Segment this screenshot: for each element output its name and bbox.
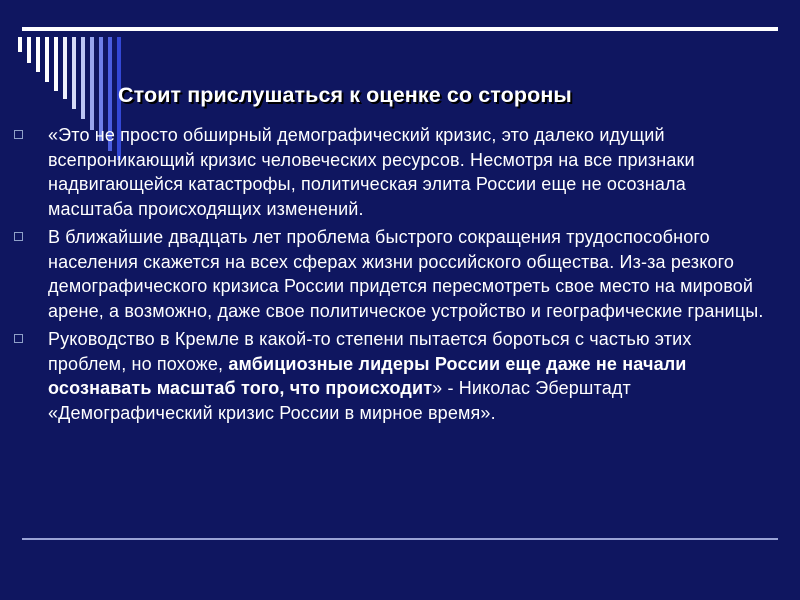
bullet-text: «Это не просто обширный демографический кризис, это далеко идущий всепроникающий кризис человеческих ресурсов. Несмотря на все признаки надвигающейся катастрофы, политическая элита России еще не осознала масштаба происходящих изменений. — [48, 125, 695, 219]
top-divider — [22, 27, 778, 31]
quote-text: Руководство в Кремле в какой-то степени пытается бороться с частью этих проблем, но похоже, — [48, 329, 692, 374]
hollow-square-icon — [14, 232, 23, 241]
bullet-list — [12, 123, 772, 429]
hollow-square-icon — [14, 130, 23, 139]
list-item — [12, 327, 772, 425]
quote-attribution: » - Николас Эберштадт «Демографический кризис России в мирное время». — [48, 378, 631, 423]
hollow-square-icon — [14, 334, 23, 343]
slide-title: Стоит прислушаться к оценке со стороны — [118, 83, 572, 107]
bullet-text — [48, 327, 772, 425]
list-item — [12, 225, 772, 323]
list-item — [12, 123, 772, 221]
bullet-text: В ближайшие двадцать лет проблема быстрого сокращения трудоспособного населения скажется на всех сферах жизни российского общества. Из-за резкого демографического кризиса России придется пересмотреть свое место на мировой арене, а возможно, даже свое политическое устройство и географические границы. — [48, 227, 764, 321]
bottom-divider — [22, 538, 778, 540]
quote-bold-text: амбициозные лидеры России еще даже не начали осознавать масштаб того, что происходит — [48, 353, 687, 398]
